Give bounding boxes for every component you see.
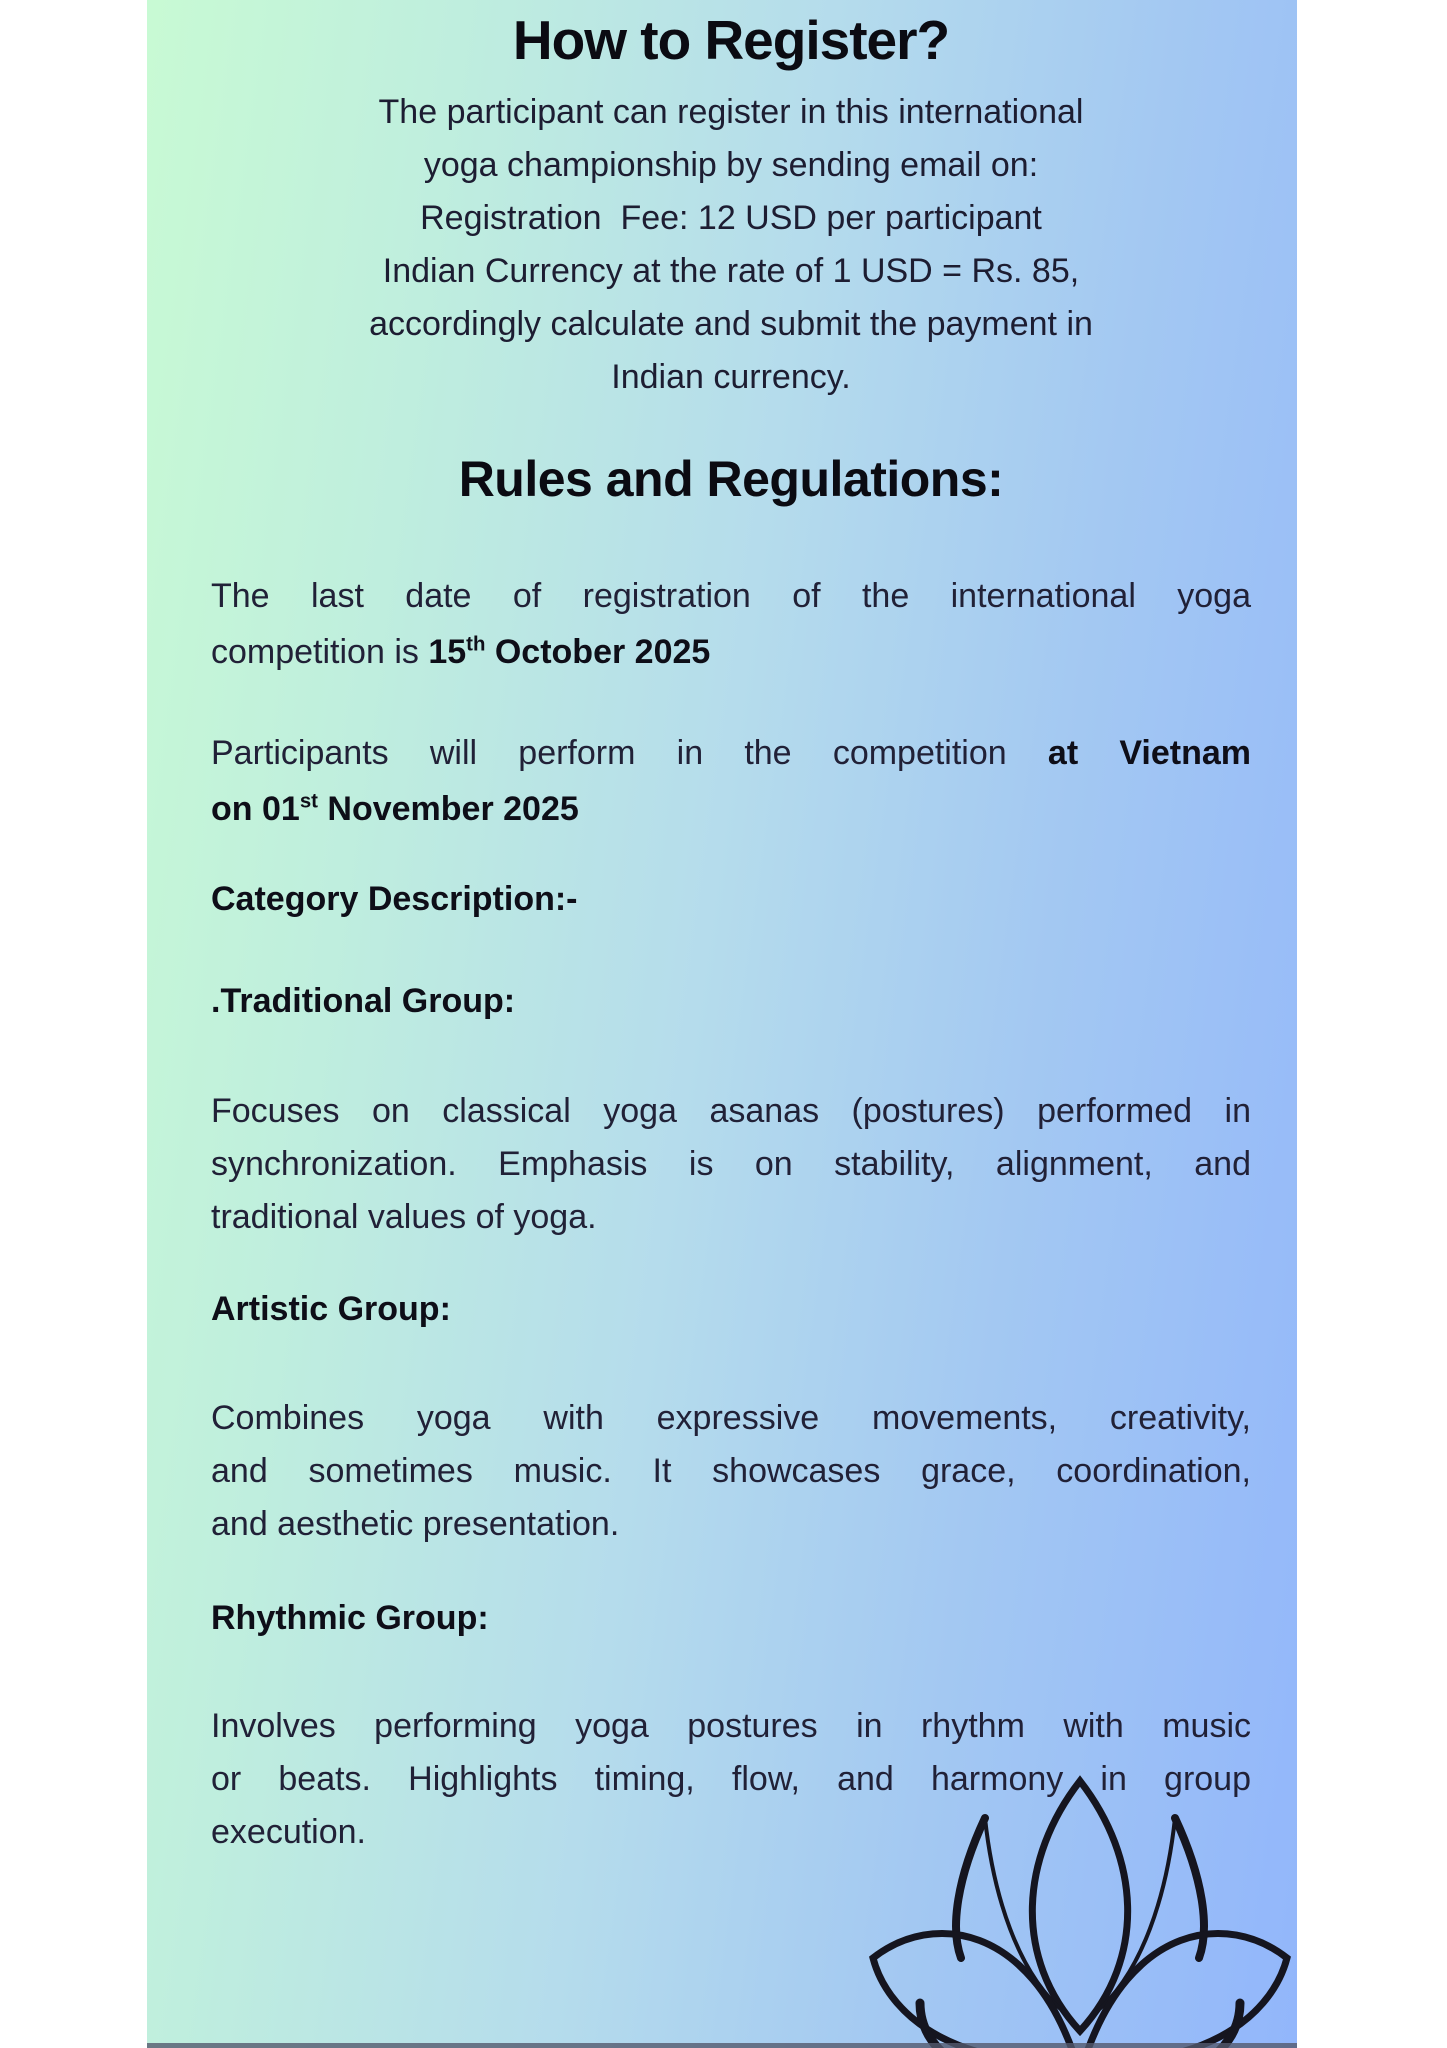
- desc-line: synchronization. Emphasis is on stability, alignment, and: [211, 1145, 1251, 1183]
- desc-line: Focuses on classical yoga asanas (postures) performed in: [211, 1092, 1251, 1130]
- desc-line: or beats. Highlights timing, flow, and harmony in group: [211, 1760, 1251, 1798]
- venue-prefix: Participants will perform in the competition: [211, 734, 1048, 772]
- category-desc-artistic: [211, 1392, 1251, 1551]
- desc-line: Involves performing yoga postures in rhythm with music: [211, 1707, 1251, 1745]
- deadline-date-rest: October 2025: [485, 633, 711, 671]
- venue-location: at Vietnam: [1047, 734, 1252, 772]
- bottom-edge-line: [147, 2043, 1297, 2048]
- category-name-rhythmic: Rhythmic Group:: [211, 1599, 489, 1637]
- page-title: How to Register?: [512, 9, 950, 71]
- intro-line: accordingly calculate and submit the payment in: [369, 305, 1093, 343]
- venue-line: [211, 725, 1251, 781]
- deadline-line: The last date of registration of the international yoga: [211, 577, 1251, 615]
- venue-date-rest: November 2025: [317, 790, 579, 828]
- intro-line: Indian currency.: [611, 358, 851, 396]
- category-name-artistic: Artistic Group:: [211, 1290, 451, 1328]
- intro-paragraph: [211, 86, 1251, 404]
- desc-line: and sometimes music. It showcases grace, coordination,: [211, 1452, 1251, 1490]
- desc-line: Combines yoga with expressive movements, creativity,: [211, 1399, 1251, 1437]
- venue-paragraph: [211, 725, 1251, 837]
- desc-line: execution.: [211, 1813, 366, 1851]
- intro-line: yoga championship by sending email on:: [423, 146, 1039, 184]
- deadline-date-num: 15: [428, 633, 467, 671]
- flyer-panel: [147, 0, 1297, 2048]
- intro-line: Indian Currency at the rate of 1 USD = Rs. 85,: [382, 252, 1080, 290]
- deadline-date: [428, 633, 710, 671]
- venue-date-ordinal: st: [299, 790, 318, 813]
- intro-line: The participant can register in this international: [378, 93, 1084, 131]
- flyer-content: [147, 0, 1297, 1859]
- category-description-heading: Category Description:-: [211, 880, 578, 918]
- lotus-icon: [865, 1773, 1295, 2048]
- deadline-date-ordinal: th: [466, 633, 486, 656]
- desc-line: and aesthetic presentation.: [211, 1505, 620, 1543]
- desc-line: traditional values of yoga.: [211, 1198, 597, 1236]
- category-desc-traditional: [211, 1085, 1251, 1244]
- intro-line: Registration Fee: 12 USD per participant: [420, 199, 1042, 237]
- category-name-traditional: .Traditional Group:: [211, 982, 516, 1020]
- venue-date: [211, 781, 1251, 837]
- deadline-prefix: competition is: [211, 633, 429, 671]
- rules-heading: Rules and Regulations:: [458, 451, 1004, 507]
- venue-date-num: on 01: [211, 790, 300, 828]
- deadline-line: [211, 624, 1251, 680]
- deadline-paragraph: [211, 568, 1251, 680]
